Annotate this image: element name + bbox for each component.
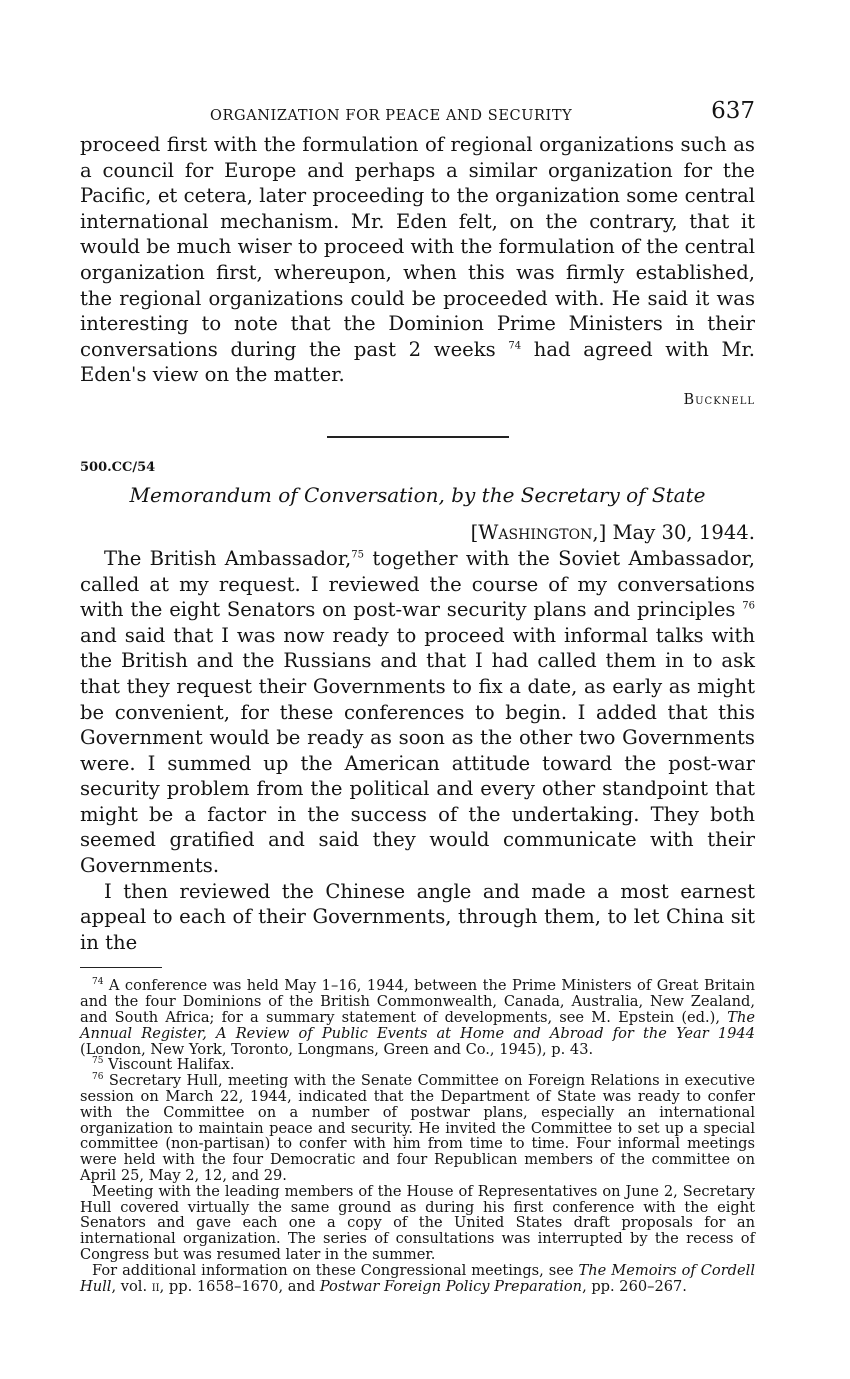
continuation-text-end: had agreed with Mr. Eden's view on the matter. [80,337,756,387]
footnote-76-continued: Meeting with the leading members of the House of Representatives on June 2, Secretary Hull covered virtually the same ground as during his first conference with the eight Senators and gave each one a copy of the United States draft proposals for an international organization. The series of consultations was interrupted by the recess of Congress but was resumed later in the summer. [80,1182,755,1263]
footnote-citation-title: The Annual Register, A Review of Public Events at Home and Abroad for the Year 1944 [80,1009,755,1042]
footnotes [80,978,755,1294]
footnote-citation-title: Postwar Foreign Policy Preparation [319,1277,583,1295]
footnote-text: A conference was held May 1–16, 1944, between the Prime Ministers of Great Britain and the four Dominions of the British Commonwealth, Canada, Australia, New Zealand, and South Africa; for a summary statement of developments, see M. Epstein (ed.), [80,977,755,1027]
memo-p1-text-a: The British Ambassador, [104,546,352,570]
dateline-date: May 30, 1944. [606,520,755,544]
file-number: 500.CC/54 [80,459,156,475]
footnote-citation-title: The Memoirs of Cordell Hull [80,1261,755,1295]
page [80,96,755,1294]
footnote-ref-76[interactable]: 76 [742,600,755,612]
footnote-text: (London, New York, Toronto, Longmans, Green and Co., 1945), p. 43. [80,1040,594,1058]
footnote-text: , vol. [111,1277,152,1295]
page-number: 637 [711,98,755,124]
memo-paragraph-1 [80,546,755,879]
footnote-text: Secretary Hull, meeting with the Senate Committee on Foreign Relations in executive session on March 22, 1944, indicated that the Department of State was ready to confer with the Committee on a number of postwar plans, especially an international organization to maintain peace and security. He invited the Committee to set up a special committee (non-partisan) to confer with him from time to time. Four informal meetings were held with the four Democratic and four Republican members of the committee on April 25, May 2, 12, and 29. [80,1072,755,1184]
footnote-75 [80,1057,755,1073]
footnote-text: Viscount Halifax. [103,1056,235,1074]
memo-p1-text-c: and said that I was now ready to proceed with informal talks with the British and the Russians and that I had called them in to ask that they request their Governments to fix a date, as early as might be convenient, for these conferences to begin. I added that this Government would be ready as soon as the other two Governments were. I summed up the American attitude toward the post-war security problem from the political and every other standpoint that might be a factor in the success of the undertaking. They both seemed gratified and said they would communicate with their Governments. [80,623,755,878]
footnote-number: 74 [92,977,104,988]
signature: Bucknell [683,391,755,408]
footnote-74 [80,978,755,1057]
footnote-divider [80,967,162,968]
footnote-76-references [80,1263,755,1295]
footnote-text: , pp. 1658–1670, and [159,1277,320,1295]
footnote-ref-74[interactable]: 74 [508,340,522,352]
footnote-number: 75 [92,1056,104,1067]
section-divider [327,436,509,438]
document-title: Memorandum of Conversation, by the Secretary of State [129,482,706,507]
footnote-76 [80,1073,755,1184]
dateline-place: [Washington,] [470,520,607,544]
footnote-ref-75[interactable]: 75 [351,549,365,561]
memo-paragraph-2: I then reviewed the Chinese angle and made a most earnest appeal to each of their Governments, through them, to let China sit in the [80,879,755,954]
footnote-volume: ii [151,1277,160,1295]
running-head: ORGANIZATION FOR PEACE AND SECURITY [210,108,573,124]
continuation-text: proceed first with the formulation of regional organizations such as a council for Europe and perhaps a similar organization for the Pacific, et cetera, later proceeding to the organization some central international mechanism. Mr. Eden felt, on the contrary, that it would be much wiser to proceed with the formulation of the central organization first, whereupon, when this was firmly established, the regional organizations could be proceeded with. He said it was interesting to note that the Dominion Prime Ministers in their conversations during the past 2 weeks [80,133,755,361]
footnote-text: For additional information on these Congressional meetings, see [92,1261,579,1279]
continuation-paragraph [80,132,755,388]
footnote-text: , pp. 260–267. [582,1277,687,1295]
footnote-number: 76 [92,1072,104,1083]
dateline [80,521,755,544]
page-header [80,96,755,132]
memo-p1-text-b: together with the Soviet Ambassador, called at my request. I reviewed the course of my conversations with the eight Senators on post-war security plans and principles [80,546,755,622]
